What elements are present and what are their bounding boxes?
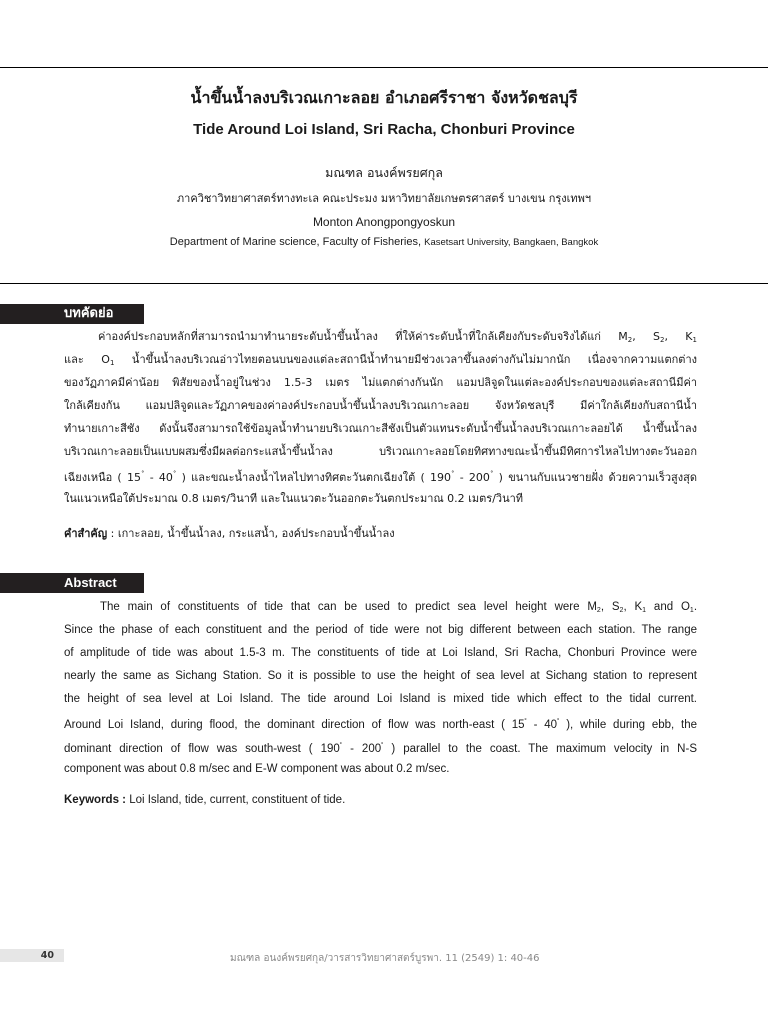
abstract-english-line: Around Loi Island, during flood, the dominant direction of flow was north-east ( 15˚ - 40˚ ), while during ebb, the [64, 719, 697, 732]
keywords-thai-label: คำสำคัญ [64, 527, 108, 540]
abstract-thai-line: และ $O_1$ น้ำขึ้นน้ำลงบริเวณอ่าวไทยตอนบนของแต่ละสถานีน้ำทำนายมีช่วงเวลาขึ้นลงต่างกันไม่มากนัก เนื่องจากความแตกต่าง [64, 353, 697, 368]
affiliation-english-university: Kasetsart University, Bangkaen, Bangkok [424, 237, 599, 248]
abstract-thai-heading: บทคัดย่อ [0, 304, 144, 324]
abstract-thai-line: เฉียงเหนือ ( 15˚ - 40˚ ) และขณะน้ำลงน้ำไหลไปทางทิศตะวันตกเฉียงใต้ ( 190˚ - 200˚ ) ขนานกับแนวชายฝั่ง ด้วยความเร็วสูงสุด [64, 470, 697, 484]
header-bottom-rule [0, 283, 768, 284]
page-number: 40 [0, 949, 64, 962]
abstract-english-line: the height of sea level at Loi Island. The tide around Loi Island is mixed tide which effect to the tidal current. [64, 693, 697, 706]
abstract-english-line: dominant direction of flow was south-west ( 190˚ - 200˚ ) parallel to the coast. The maximum velocity in N-S [64, 742, 697, 755]
abstract-english-body [64, 596, 697, 781]
abstract-thai-line: ค่าองค์ประกอบหลักที่สามารถนำมาทำนายระดับน้ำขึ้นน้ำลง ที่ให้ค่าระดับน้ำที่ใกล้เคียงกับระดับจริงได้แก่ $M_2$, $S_2$, $K_1$ [98, 330, 697, 344]
author-english: Monton Anongpongyoskun [312, 215, 456, 229]
footer-citation: มณฑล อนงค์พรยศกุล/วารสารวิทยาศาสตร์บูรพา. 11 (2549) 1: 40-46 [230, 953, 540, 964]
affiliation-english-main: Department of Marine science, Faculty of Fisheries, [169, 236, 425, 248]
top-rule [0, 67, 768, 68]
abstract-thai-line: ทำนายเกาะสีชัง ดังนั้นจึงสามารถใช้ข้อมูลน้ำทำนายบริเวณเกาะสีชังเป็นตัวแทนระดับน้ำขึ้นน้ำลงบริเวณเกาะลอยได้ น้ำขึ้นน้ำลง [64, 422, 697, 436]
abstract-english-line: Since the phase of each constituent and the period of tide were not big different between each station. The range [64, 624, 697, 637]
abstract-thai-line: ใกล้เคียงกัน แอมปลิจูดและวัฏภาคของค่าองค์ประกอบน้ำขึ้นน้ำลงบริเวณเกาะลอย จังหวัดชลบุรี มีค่าใกล้เคียงกับสถานีน้ำ [64, 399, 697, 413]
abstract-english-line: The main of constituents of tide that can be used to predict sea level height were $M_2$, $S_2$, $K_1$ and $O_1$. [100, 601, 697, 614]
abstract-english-heading: Abstract [0, 573, 144, 593]
abstract-english-line: of amplitude of tide was about 1.5-3 m. The constituents of tide at Loi Island, Sri Racha, Chonburi Province were [64, 647, 697, 660]
abstract-english-line: nearly the same as Sichang Station. So it is possible to use the height of sea level at Sichang station to represent [64, 670, 697, 683]
title-thai: น้ำขึ้นน้ำลงบริเวณเกาะลอย อำเภอศรีราชา จังหวัดชลบุรี [190, 88, 578, 107]
keywords-thai-text: : เกาะลอย, น้ำขึ้นน้ำลง, กระแสน้ำ, องค์ประกอบน้ำขึ้นน้ำลง [107, 527, 395, 540]
author-thai: มณฑล อนงค์พรยศกุล [325, 165, 443, 180]
keywords-english [64, 794, 345, 806]
abstract-english-line: component was about 0.8 m/sec and E-W component was about 0.2 m/sec. [64, 762, 450, 775]
abstract-thai-line: บริเวณเกาะลอยเป็นแบบผสมซึ่งมีผลต่อกระแสน้ำขึ้นน้ำลง บริเวณเกาะลอยโดยทิศทางขณะน้ำขึ้นมีทิศการไหลไปทางตะวันออก [64, 445, 697, 459]
affiliation-english [0, 236, 768, 248]
affiliation-thai: ภาควิชาวิทยาศาสตร์ทางทะเล คณะประมง มหาวิทยาลัยเกษตรศาสตร์ บางเขน กรุงเทพฯ [176, 192, 592, 205]
keywords-thai [64, 524, 395, 542]
keywords-english-label: Keywords : [64, 794, 126, 806]
keywords-english-text: Loi Island, tide, current, constituent of tide. [126, 794, 346, 806]
abstract-thai-line: ของวัฏภาคมีค่าน้อย พิสัยของน้ำอยู่ในช่วง 1.5-3 เมตร ไม่แตกต่างกันนัก แอมปลิจูดในแต่ละองค์ประกอบของแต่ละสถานีมีค่า [64, 376, 697, 390]
abstract-thai-line: ในแนวเหนือใต้ประมาณ 0.8 เมตร/วินาที และในแนวตะวันออกตะวันตกประมาณ 0.2 เมตร/วินาที [64, 491, 524, 505]
title-english: Tide Around Loi Island, Sri Racha, Chonburi Province [193, 121, 575, 138]
abstract-thai-body [64, 325, 697, 510]
